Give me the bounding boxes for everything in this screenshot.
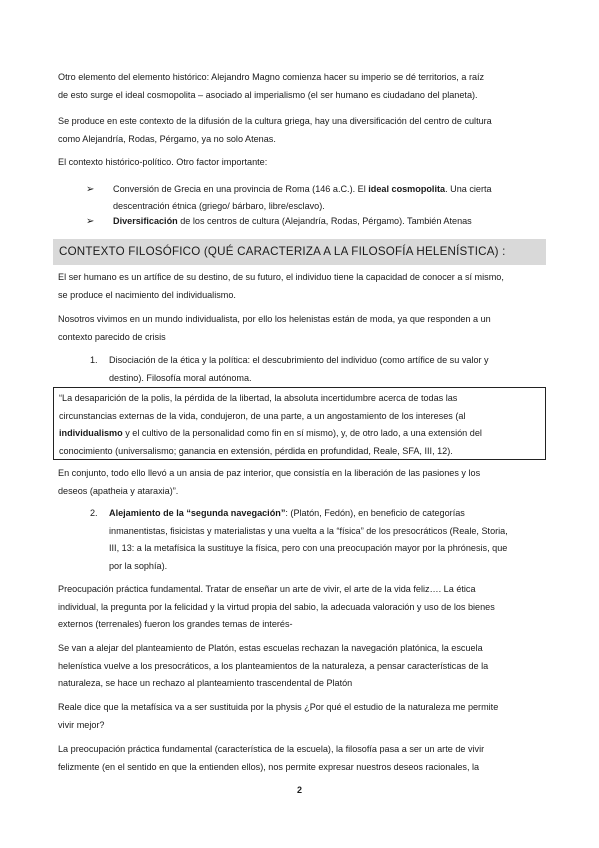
text-line: felizmente (en el sentido en que la entienden ellos), nos permite expresar nuestros deseos racionales, la	[58, 761, 480, 772]
paragraph-arte-de-vivir	[58, 741, 544, 776]
text-line: individual, la pregunta por la felicidad y la virtud propia del sabio, la adecuada valoración y uso de los bienes	[58, 601, 495, 612]
text-line: conocimiento (universalismo; ganancia en extensión, pérdida en profundidad, Reale, SFA, III, 12).	[59, 445, 453, 456]
text-line: helenística vuelve a los presocráticos, a los planteamientos de la naturaleza, a pensar características de la	[58, 660, 489, 671]
paragraph-alejandro	[58, 69, 544, 104]
bullet-text	[113, 181, 544, 215]
text-line: individualismo y el cultivo de la personalidad como fin en sí mismo), y, de otro lado, a una extensión del	[59, 428, 482, 438]
text-line: se produce el nacimiento del individualismo.	[58, 289, 236, 300]
text-line: por la sophía).	[109, 560, 168, 571]
item-number: 1.	[90, 355, 98, 365]
text-line: Preocupación práctica fundamental. Tratar de enseñar un arte de vivir, el arte de la vida feliz…. La ética	[58, 584, 476, 594]
paragraph-platon	[58, 640, 544, 693]
paragraph-individualismo	[58, 269, 544, 304]
bold-term: Diversificación	[113, 216, 178, 226]
text-line: Disociación de la ética y la política: el descubrimiento del individuo (como artífice de su valor y	[109, 355, 489, 365]
text-line: El ser humano es un artífice de su destino, de su futuro, el individuo tiene la capacidad de conocer a sí mismo,	[58, 272, 504, 282]
bullet-text	[113, 213, 544, 230]
text-line: Se van a alejar del planteamiento de Platón, estas escuelas rechazan la navegación platónica, la escuela	[58, 643, 483, 653]
text-line: Nosotros vivimos en un mundo individualista, por ello los helenistas están de moda, ya que responden a un	[58, 314, 491, 324]
item-text	[109, 352, 544, 387]
paragraph-reale	[58, 699, 544, 734]
bold-term: Alejamiento de la “segunda navegación”	[109, 508, 286, 518]
paragraph-difusion	[58, 113, 544, 148]
text-line: externos (terrenales) fueron los grandes temas de interés-	[58, 619, 293, 629]
text-line: Se produce en este contexto de la difusión de la cultura griega, hay una diversificación del centro de cultura	[58, 116, 492, 126]
text-line: El contexto histórico-político. Otro factor importante:	[58, 157, 268, 167]
arrow-bullet-icon: ➢	[86, 184, 95, 195]
text-line: Reale dice que la metafísica va a ser sustituida por la physis ¿Por qué el estudio de la naturaleza me permite	[58, 702, 499, 712]
text-line: como Alejandría, Rodas, Pérgamo, ya no solo Atenas.	[58, 133, 276, 144]
item-number: 2.	[90, 508, 98, 518]
paragraph-crisis	[58, 311, 544, 346]
text-line: “La desaparición de la polis, la pérdida de la libertad, la absoluta incertidumbre acerca de todas las	[59, 393, 458, 403]
paragraph-ataraxia	[58, 465, 544, 500]
item-text	[109, 505, 544, 575]
text-line: deseos (apatheia y ataraxia)”.	[58, 485, 179, 496]
text-line: naturaleza, se hace un rechazo al planteamiento trascendental de Platón	[58, 678, 353, 688]
paragraph-preocupacion	[58, 581, 544, 634]
text-line: circunstancias externas de la vida, condujeron, de una parte, a un angostamiento de los intereses (al	[59, 410, 466, 421]
text-line: Diversificación de los centros de cultura (Alejandría, Rodas, Pérgamo). También Atenas	[113, 216, 472, 226]
bold-term: ideal cosmopolita	[368, 184, 446, 194]
text-line: contexto parecido de crisis	[58, 331, 166, 342]
page-number: 2	[296, 785, 302, 795]
text-line: inmanentistas, fisicistas y materialistas y una vuelta a la “física” de los presocráticos (Reale, Storia,	[109, 525, 508, 536]
bold-term: individualismo	[59, 428, 123, 438]
paragraph-contexto	[58, 154, 544, 172]
text-line: de esto surge el ideal cosmopolita – asociado al imperialismo (el ser humano es ciudadano del planeta).	[58, 89, 478, 100]
text-line: destino). Filosofía moral autónoma.	[109, 372, 252, 383]
text-line: descentración étnica (griego/ bárbaro, libre/esclavo).	[113, 201, 325, 211]
text-line: Alejamiento de la “segunda navegación”: (Platón, Fedón), en beneficio de categorías	[109, 508, 465, 518]
text-line: En conjunto, todo ello llevó a un ansia de paz interior, que consistía en la liberación de las pasiones y los	[58, 468, 481, 478]
arrow-bullet-icon: ➢	[86, 216, 95, 227]
text-line: La preocupación práctica fundamental (característica de la escuela), la filosofía pasa a ser un arte de vivir	[58, 744, 485, 754]
text-line: Otro elemento del elemento histórico: Alejandro Magno comienza hacer su imperio se dé territorios, a raíz	[58, 72, 485, 82]
text-line: Conversión de Grecia en una provincia de Roma (146 a.C.). El ideal cosmopolita. Una cierta	[113, 184, 492, 194]
text-line: III, 13: a la metafísica la sustituye la física, pero con una preocupación mayor por la phrónesis, que	[109, 543, 508, 553]
text-line: vivir mejor?	[58, 719, 105, 730]
quote-box	[53, 387, 546, 460]
section-heading: CONTEXTO FILOSÓFICO (QUÉ CARACTERIZA A LA FILOSOFÍA HELENÍSTICA) :	[53, 239, 546, 265]
